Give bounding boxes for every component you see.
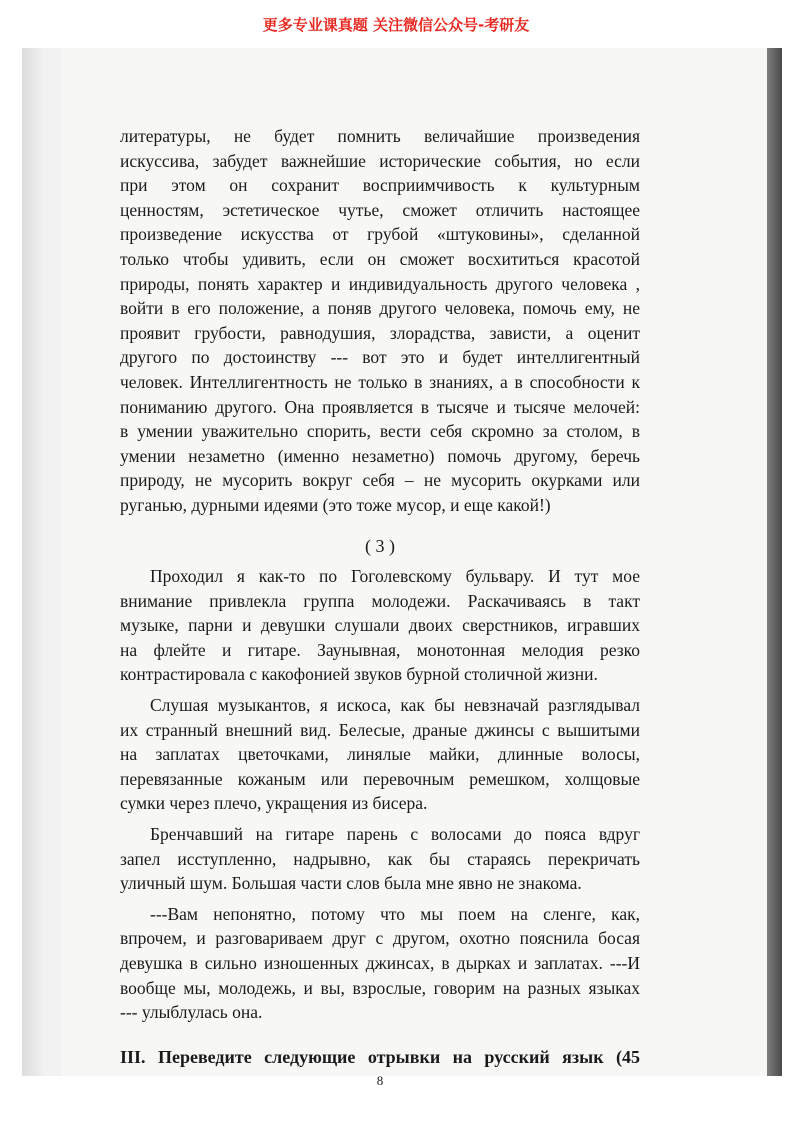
text-line: произведение искусства от грубой «штуковины», сделанной (120, 224, 640, 245)
text-line: уличный шум. Большая части слов была мне явно не знакома. (120, 873, 582, 894)
text-line: запел исступленно, надрывно, как бы стараясь перекричать (120, 848, 640, 869)
text-line: девушка в сильно изношенных джинсах, в дырках и заплатах. ---И (120, 953, 640, 973)
promo-banner: 更多专业课真题 关注微信公众号-考研友 (262, 16, 530, 34)
text-line: пониманию другого. Она проявляется в тысяче и тысяче мелочей: (120, 396, 640, 417)
text-line: перевязанные кожаным или перевочным ремешком, холщовые (120, 768, 640, 789)
text-line: при этом он сохранит восприимчивость к культурным (120, 175, 640, 196)
paragraph-2 (120, 564, 640, 687)
text-line: литературы, не будет помнить величайшие произведения (120, 126, 640, 146)
text-line: впрочем, и разговариваем друг с другом, охотно пояснила босая (120, 928, 640, 949)
text-line: вообще мы, молодежь, и вы, взрослые, говорим на разных языках (120, 977, 640, 998)
text-line: природу, не мусорить вокруг себя – не мусорить окурками или (120, 470, 640, 491)
text-line: ---Вам непонятно, потому что мы поем на сленге, как, (150, 903, 640, 924)
text-line: --- улыблулась она. (120, 1002, 263, 1023)
text-line: искуссива, забудет важнейшие исторические события, но если (120, 150, 640, 171)
text-line: внимание привлекла группа молодежи. Раскачиваясь в такт (120, 590, 640, 611)
paragraph-4 (120, 822, 640, 896)
text-line: Проходил я как-то по Гоголевскому бульвару. И тут мое (150, 566, 640, 587)
paragraph-1 (120, 124, 640, 518)
text-line: Бренчавший на гитаре парень с волосами до пояса вдруг (150, 824, 640, 845)
paragraph-5 (120, 902, 640, 1025)
text-line: Слушая музыкантов, я искоса, как бы невзначай разглядывал (150, 695, 640, 716)
text-line: природы, понять характер и индивидуальность другого человека , (120, 273, 640, 294)
text-line: контрастировала с какофонией звуков бурной столичной жизни. (120, 664, 598, 685)
text-line: в умении уважительно спорить, вести себя скромно за столом, в (120, 421, 640, 442)
text-line: войти в его положение, а поняв другого человека, помочь ему, не (120, 298, 640, 319)
section-number: ( 3 ) (365, 535, 395, 556)
text-line: их странный внешний вид. Белесые, драные джинсы с вышитыми (120, 719, 640, 740)
text-line: на заплатах цветочками, линялые майки, длинные волосы, (120, 744, 640, 765)
text-line: другого по достоинству --- вот это и будет интеллигентный (120, 347, 640, 368)
page-number: 8 (376, 1073, 384, 1089)
text-line: человек. Интеллигентность не только в знаниях, а в способности к (120, 371, 640, 392)
text-line: проявит грубости, равнодушия, злорадства, зависти, а оценит (120, 322, 640, 343)
document-body (120, 124, 640, 1089)
text-line: руганью, дурными идеями (это тоже мусор, и еще какой!) (120, 494, 551, 515)
text-line: сумки через плечо, укращения из бисера. (120, 793, 428, 814)
text-line: только чтобы удивить, если он сможет восхититься красотой (120, 248, 640, 269)
text-line: на флейте и гитаре. Заунывная, монотонная мелодия резко (120, 639, 640, 660)
section-heading: III. Переведите следующие отрывки на русский язык (45 (120, 1046, 640, 1067)
text-line: умении незаметно (именно незаметно) помочь другому, беречь (120, 445, 640, 466)
paragraph-3 (120, 693, 640, 816)
text-line: ценностям, эстетическое чутье, сможет отличить настоящее (120, 199, 640, 220)
text-line: музыке, парни и девушки слушали двоих сверстников, игравших (120, 615, 640, 636)
